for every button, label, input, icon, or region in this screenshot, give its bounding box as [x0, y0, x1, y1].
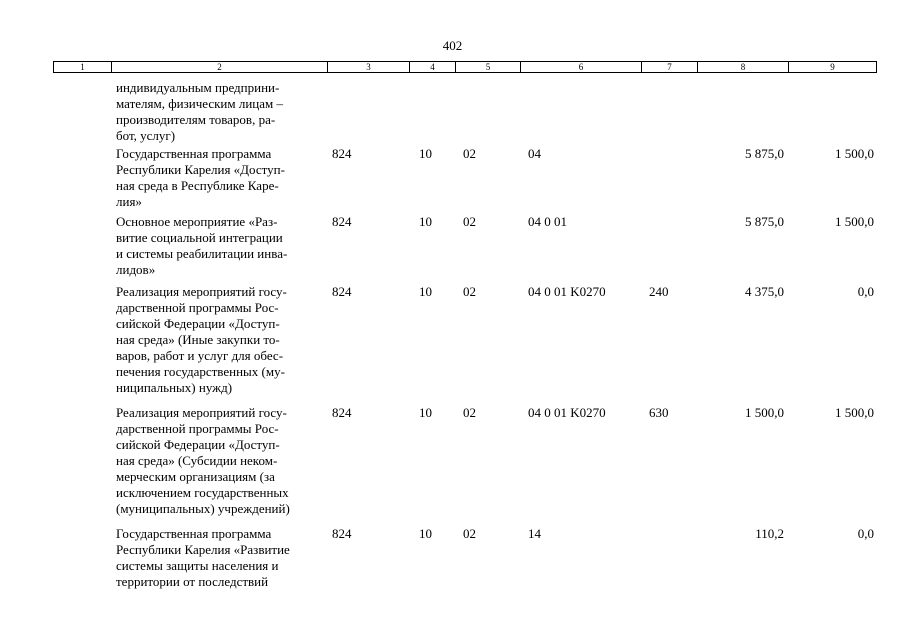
amount-col-9: 1 500,0: [835, 405, 874, 420]
row-description: Государственная программа Республики Карелия «Развитие системы защиты населения и территории от последствий: [116, 526, 290, 589]
ministry-code: 824: [332, 214, 352, 229]
row-description: Государственная программа Республики Карелия «Доступ- ная среда в Республике Каре- лия»: [116, 146, 285, 209]
target-article-code: 04 0 01: [528, 214, 567, 229]
header-col-5: 5: [456, 62, 521, 73]
expense-type-code: 630: [649, 405, 669, 420]
target-article-code: 04: [528, 146, 541, 161]
subsection-code: 02: [463, 284, 476, 299]
row-description: индивидуальным предприни- мателям, физическим лицам – производителям товаров, ра- бот, услуг): [116, 80, 283, 143]
subsection-code: 02: [463, 526, 476, 541]
column-number-header: [53, 61, 877, 73]
amount-col-8: 5 875,0: [745, 214, 784, 229]
header-col-7: 7: [642, 62, 698, 73]
header-col-4: 4: [410, 62, 456, 73]
target-article-code: 04 0 01 K0270: [528, 405, 606, 420]
section-code: 10: [419, 214, 432, 229]
ministry-code: 824: [332, 284, 352, 299]
section-code: 10: [419, 526, 432, 541]
header-col-9: 9: [789, 62, 877, 73]
page-number: 402: [442, 38, 463, 53]
row-description: Реализация мероприятий госу- дарственной программы Рос- сийской Федерации «Доступ- ная среда» (Иные закупки то- варов, работ и услуг для обес- печения государственных (му- ниципальных) нужд): [116, 284, 287, 395]
amount-col-8: 1 500,0: [745, 405, 784, 420]
header-col-1: 1: [54, 62, 112, 73]
subsection-code: 02: [463, 214, 476, 229]
amount-col-8: 4 375,0: [745, 284, 784, 299]
amount-col-9: 1 500,0: [835, 214, 874, 229]
row-description: Реализация мероприятий госу- дарственной программы Рос- сийской Федерации «Доступ- ная среда» (Субсидии неком- мерческим организациям (за исключением государственных (муниципальных) учреждений): [116, 405, 290, 516]
ministry-code: 824: [332, 405, 352, 420]
header-col-6: 6: [521, 62, 642, 73]
target-article-code: 14: [528, 526, 541, 541]
header-col-8: 8: [698, 62, 789, 73]
section-code: 10: [419, 284, 432, 299]
amount-col-8: 110,2: [755, 526, 784, 541]
row-description: Основное мероприятие «Раз- витие социальной интеграции и системы реабилитации инва- лидов»: [116, 214, 288, 277]
target-article-code: 04 0 01 K0270: [528, 284, 606, 299]
subsection-code: 02: [463, 146, 476, 161]
amount-col-9: 1 500,0: [835, 146, 874, 161]
header-row: [54, 62, 877, 73]
amount-col-8: 5 875,0: [745, 146, 784, 161]
amount-col-9: 0,0: [857, 284, 874, 299]
expense-type-code: 240: [649, 284, 669, 299]
header-col-2: 2: [112, 62, 328, 73]
subsection-code: 02: [463, 405, 476, 420]
amount-col-9: 0,0: [857, 526, 874, 541]
header-col-3: 3: [328, 62, 410, 73]
section-code: 10: [419, 146, 432, 161]
ministry-code: 824: [332, 146, 352, 161]
section-code: 10: [419, 405, 432, 420]
ministry-code: 824: [332, 526, 352, 541]
